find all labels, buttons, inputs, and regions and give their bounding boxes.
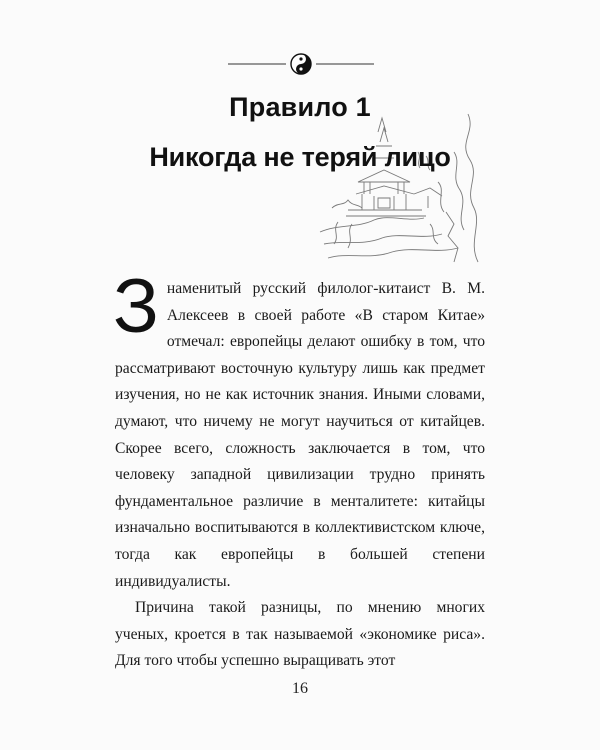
chapter-rule-label: Правило 1 (229, 92, 371, 122)
page-number: 16 (292, 680, 308, 697)
chapter-body (113, 264, 485, 675)
paragraph-1-text: наменитый русский филолог-китаист В. М. Алексеев в своей работе «В старом Китае» отмечал: европейцы делают ошибку в том, что рассматривают восточную культуру лишь как предмет изучения, но не как источник знания. Иными словами, думают, что ничему не могут научиться от китайцев. Скорее всего, сложность заключается в том, что человеку западной цивилизации трудно принять фундаментальное различие в менталитете: китайцы изначально воспитываются в коллективистском ключе, тогда как европейцы в большей степени индивидуалисты. (115, 280, 485, 590)
paragraph-2-text: Причина такой разницы, по мнению многих ученых, кроется в так называемой «экономике риса». Для того чтобы успешно выращивать этот (115, 599, 485, 670)
pagoda-landscape-icon (318, 112, 486, 270)
yin-yang-icon (291, 54, 311, 74)
drop-cap: З (113, 264, 159, 349)
chapter-ornament (228, 52, 374, 76)
chapter-title: Никогда не теряй лицо (149, 142, 451, 172)
paragraph (113, 264, 485, 595)
